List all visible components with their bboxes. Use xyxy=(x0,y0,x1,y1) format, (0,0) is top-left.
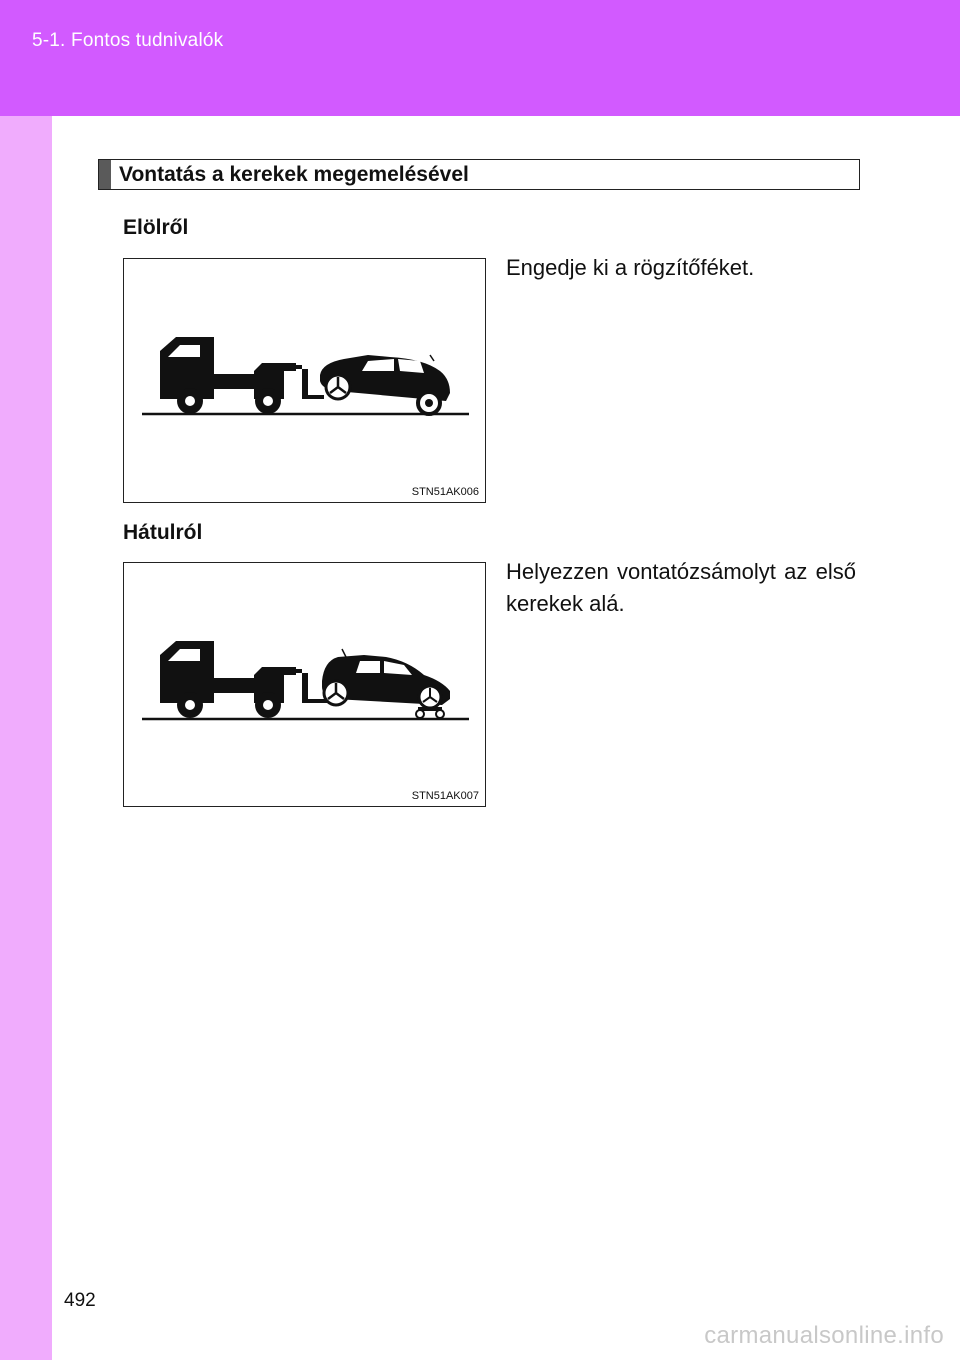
figure-code: STN51AK006 xyxy=(411,486,479,498)
side-tab-bar xyxy=(0,116,52,1360)
tow-truck-front-illustration xyxy=(124,259,485,502)
instruction-text-rear: Helyezzen vontatózsámolyt az első kerekek alá. xyxy=(506,559,856,616)
instruction-text-front: Engedje ki a rögzítőféket. xyxy=(506,255,755,280)
chapter-header-bar xyxy=(0,0,960,116)
section-heading-box xyxy=(98,159,860,190)
section-title: Vontatás a kerekek megemelésével xyxy=(119,163,469,186)
figure-tow-rear xyxy=(123,562,486,807)
subheading-front: Elölről xyxy=(123,216,189,239)
tow-truck-rear-illustration xyxy=(124,563,485,806)
chapter-title: 5-1. Fontos tudnivalók xyxy=(32,30,224,51)
subheading-rear: Hátulról xyxy=(123,521,203,544)
figure-code: STN51AK007 xyxy=(411,790,479,802)
watermark-text: carmanualsonline.info xyxy=(704,1322,944,1349)
figure-tow-front xyxy=(123,258,486,503)
section-marker xyxy=(99,160,111,189)
page-number: 492 xyxy=(64,1290,96,1311)
